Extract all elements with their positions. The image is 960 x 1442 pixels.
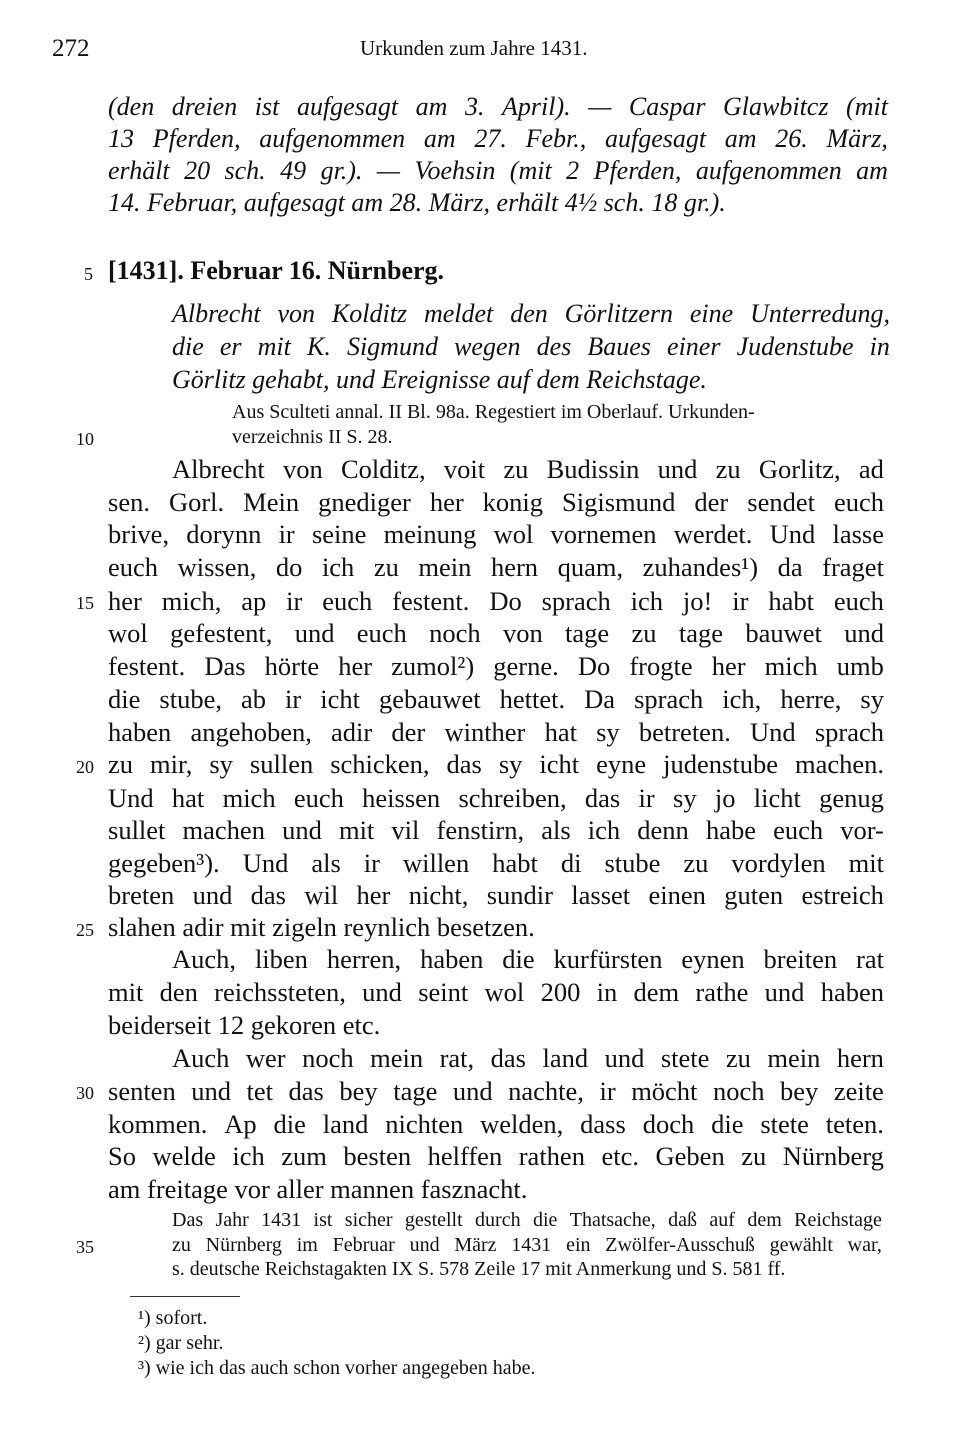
footnote-divider — [130, 1296, 240, 1297]
running-title: Urkunden zum Jahre 1431. — [360, 36, 588, 60]
source-note-line: verzeichnis II S. 28. — [232, 426, 393, 448]
body-line: haben angehoben, adir der winther hat sy betreten. Und sprach — [108, 717, 884, 747]
footnote: ¹) sofort. — [138, 1307, 208, 1329]
body-line: die stube, ab ir icht gebauwet hettet. Da sprach ich, herre, sy — [108, 684, 884, 714]
page-number: 272 — [52, 35, 90, 62]
line-number: 20 — [76, 757, 94, 777]
body-line: breten und das wil her nicht, sundir lasset einen guten estreich — [108, 880, 884, 910]
body-line: gegeben³). Und als ir willen habt di stube zu vordylen mit — [108, 848, 884, 878]
entry-heading: [1431]. Februar 16. Nürnberg. — [108, 256, 445, 285]
preamble-line: 13 Pferden, aufgenommen am 27. Febr., aufgesagt am 26. März, — [108, 124, 888, 153]
body-line: euch wissen, do ich zu mein hern quam, zuhandes¹) da fraget — [108, 552, 884, 582]
body-line: sullet machen und mit vil fenstirn, als ich denn habe euch vor- — [108, 815, 884, 845]
body-line: slahen adir mit zigeln reynlich besetzen. — [108, 912, 535, 942]
line-number: 30 — [76, 1083, 94, 1103]
entry-summary-line: die er mit K. Sigmund wegen des Baues einer Judenstube in — [172, 332, 890, 361]
body-line: Albrecht von Colditz, voit zu Budissin und zu Gorlitz, ad — [172, 454, 884, 484]
preamble-line: erhält 20 sch. 49 gr.). — Voehsin (mit 2 Pferden, aufgenommen am — [108, 156, 888, 185]
body-line: festent. Das hörte her zumol²) gerne. Do frogte her mich umb — [108, 651, 884, 681]
body-line: brive, dorynn ir seine meinung wol vornemen werdet. Und lasse — [108, 519, 884, 549]
body-line: So welde ich zum besten helffen rathen etc. Geben zu Nürnberg — [108, 1141, 884, 1171]
preamble-line: (den dreien ist aufgesagt am 3. April). — Caspar Glawbitcz (mit — [108, 92, 888, 121]
body-line: her mich, ap ir euch festent. Do sprach ich jo! ir habt euch — [108, 586, 884, 616]
body-line: beiderseit 12 gekoren etc. — [108, 1010, 381, 1040]
line-number: 35 — [76, 1237, 94, 1257]
preamble-line: 14. Februar, aufgesagt am 28. März, erhält 4½ sch. 18 gr.). — [108, 188, 726, 217]
body-line: Auch, liben herren, haben die kurfürsten eynen breiten rat — [172, 944, 884, 974]
body-line: senten und tet das bey tage und nachte, ir möcht noch bey zeite — [108, 1076, 884, 1106]
body-line: am freitage vor aller mannen fasznacht. — [108, 1174, 528, 1204]
body-line: Und hat mich euch heissen schreiben, das ir sy jo licht genug — [108, 783, 884, 813]
footnote: ²) gar sehr. — [138, 1332, 224, 1354]
line-number: 15 — [76, 593, 94, 613]
body-line: sen. Gorl. Mein gnediger her konig Sigismund der sendet euch — [108, 487, 884, 517]
body-line: mit den reichssteten, und seint wol 200 in dem rathe und haben — [108, 977, 884, 1007]
dating-note-line: s. deutsche Reichstagakten IX S. 578 Zeile 17 mit Anmerkung und S. 581 ff. — [172, 1258, 786, 1280]
line-number: 25 — [76, 920, 94, 940]
source-note-line: Aus Sculteti annal. II Bl. 98a. Regestiert im Oberlauf. Urkunden- — [232, 401, 755, 423]
footnote: ³) wie ich das auch schon vorher angegeben habe. — [138, 1357, 536, 1379]
body-line: wol gefestent, und euch noch von tage zu tage bauwet und — [108, 618, 884, 648]
entry-summary-line: Albrecht von Kolditz meldet den Görlitzern eine Unterredung, — [172, 299, 890, 328]
body-line: zu mir, sy sullen schicken, das sy icht eyne judenstube machen. — [108, 749, 884, 779]
dating-note-line: zu Nürnberg im Februar und März 1431 ein Zwölfer-Ausschuß gewählt war, — [172, 1234, 882, 1256]
body-line: kommen. Ap die land nichten welden, dass doch die stete teten. — [108, 1109, 884, 1139]
line-number: 10 — [76, 429, 94, 449]
entry-summary-line: Görlitz gehabt, und Ereignisse auf dem Reichstage. — [172, 365, 707, 394]
dating-note-line: Das Jahr 1431 ist sicher gestellt durch die Thatsache, daß auf dem Reichstage — [172, 1209, 882, 1231]
body-line: Auch wer noch mein rat, das land und stete zu mein hern — [172, 1043, 884, 1073]
line-number: 5 — [84, 264, 93, 284]
